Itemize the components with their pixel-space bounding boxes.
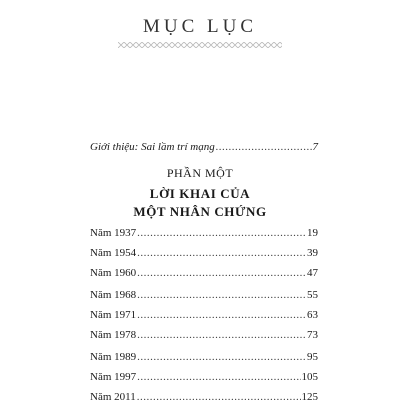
- toc-entry-label: Năm 1954: [90, 247, 137, 259]
- toc-entry[interactable]: [90, 328, 318, 342]
- toc-entry-label: Năm 1960: [90, 267, 137, 279]
- part-title-line2: MỘT NHÂN CHỨNG: [133, 204, 267, 219]
- toc-entry-label: Năm 1971: [90, 309, 137, 321]
- toc-entry[interactable]: [90, 266, 318, 280]
- part-title-line1: LỜI KHAI CỦA: [149, 186, 251, 201]
- toc-entry-page: 39: [307, 247, 318, 259]
- dot-leader: [137, 350, 306, 364]
- page-title: MỤC LỤC: [142, 16, 258, 37]
- dot-leader: [137, 308, 306, 322]
- toc-entry-page: 7: [312, 141, 318, 153]
- toc-entry[interactable]: [90, 308, 318, 322]
- part-label: PHẦN MỘT: [166, 166, 234, 180]
- toc-entry-page: 19: [307, 227, 318, 239]
- dot-leader: [137, 370, 300, 384]
- toc-entry-page: 95: [307, 351, 318, 363]
- toc-entry-label: Năm 1989: [90, 351, 137, 363]
- toc-entry-page: 63: [307, 309, 318, 321]
- toc-entry-page: 55: [307, 289, 318, 301]
- toc-entry[interactable]: [90, 390, 318, 404]
- toc-entry-page: 105: [301, 371, 318, 383]
- toc-entry-label: Năm 2011: [90, 391, 136, 403]
- dot-leader: [137, 266, 306, 280]
- toc-entry[interactable]: [90, 226, 318, 240]
- decorative-divider: [118, 42, 282, 48]
- dot-leader: [137, 390, 301, 404]
- dot-leader: [137, 288, 306, 302]
- toc-entry[interactable]: [90, 288, 318, 302]
- dot-leader: [137, 226, 306, 240]
- toc-entry-label: Năm 1937: [90, 227, 137, 239]
- toc-entry-intro[interactable]: [90, 140, 318, 154]
- toc-entry-page: 125: [301, 391, 318, 403]
- toc-entry-label: Năm 1997: [90, 371, 137, 383]
- toc-entry[interactable]: [90, 370, 318, 384]
- dot-leader: [137, 328, 306, 342]
- toc-entry[interactable]: [90, 350, 318, 364]
- dot-leader: [216, 140, 312, 154]
- dot-leader: [137, 246, 306, 260]
- toc-entry-label: Giới thiệu: Sai lầm trí mạng: [90, 141, 215, 153]
- toc-entry-page: 73: [307, 329, 318, 341]
- toc-entry-label: Năm 1978: [90, 329, 137, 341]
- toc-entry[interactable]: [90, 246, 318, 260]
- toc-entry-label: Năm 1968: [90, 289, 137, 301]
- toc-entry-page: 47: [307, 267, 318, 279]
